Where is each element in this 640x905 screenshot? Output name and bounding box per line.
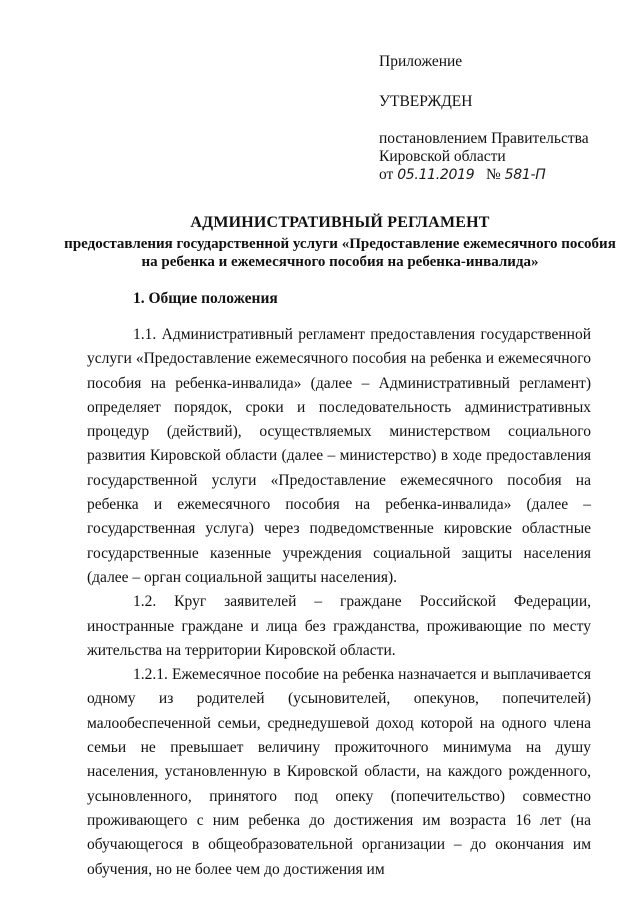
decree-date-line — [379, 166, 619, 184]
decree-line-2: Кировской области — [379, 148, 506, 165]
decree-line-1: постановлением Правительства — [379, 130, 589, 147]
date-prefix: от — [379, 166, 394, 183]
section-heading: 1. Общие положения — [133, 290, 278, 307]
decree-date-handwritten: 05.11.2019 — [397, 167, 475, 183]
approval-stamp-block — [379, 53, 619, 184]
document-title: АДМИНИСТРАТИВНЫЙ РЕГЛАМЕНТ — [190, 214, 490, 231]
paragraph-1-1: 1.1. Административный регламент предоставления государственной услуги «Предоставление ежемесячного пособия на ребенка и ежемесячного пособия на ребенка-инвалида» (далее – Административный регламент) определяет порядок, сроки и последовательность административных процедур (действий), осуществляемых министерством социального развития Кировской области (далее – министерство) в ходе предоставления государственной услуги «Предоставление ежемесячного пособия на ребенка и ежемесячного пособия на ребенка-инвалида» (далее – государственная услуга) через подведомственные кировские областные государственные казенные учреждения социальной защиты населения (далее – орган социальной защиты населения). — [87, 326, 591, 586]
approved-label: УТВЕРЖДЕН — [379, 93, 473, 110]
decree-number-handwritten: 581-П — [504, 167, 546, 183]
document-body — [87, 323, 591, 882]
number-prefix: № — [486, 166, 501, 183]
paragraph-1-2: 1.2. Круг заявителей – граждане Российской Федерации, иностранные граждане и лица без гражданства, проживающие по месту жительства на территории Кировской области. — [87, 593, 591, 659]
document-title-block — [60, 213, 620, 271]
paragraph-1-2-1: 1.2.1. Ежемесячное пособие на ребенка назначается и выплачивается одному из родителей (усыновителей, опекунов, попечителей) малообеспеченной семьи, среднедушевой доход которой на одного члена семьи не превышает величину прожиточного минимума на душу населения, установленную в Кировской области, на каждого рожденного, усыновленного, принятого под опеку (попечительство) совместно проживающего с ним ребенка до достижения им возраста 16 лет (на обучающегося в общеобразовательной организации – до окончания им обучения, но не более чем до достижения им — [87, 666, 591, 878]
appendix-label: Приложение — [379, 53, 463, 70]
document-subtitle: предоставления государственной услуги «Предоставление ежемесячного пособия на ребенка и ежемесячного пособия на ребенка-инвалида» — [64, 236, 616, 270]
